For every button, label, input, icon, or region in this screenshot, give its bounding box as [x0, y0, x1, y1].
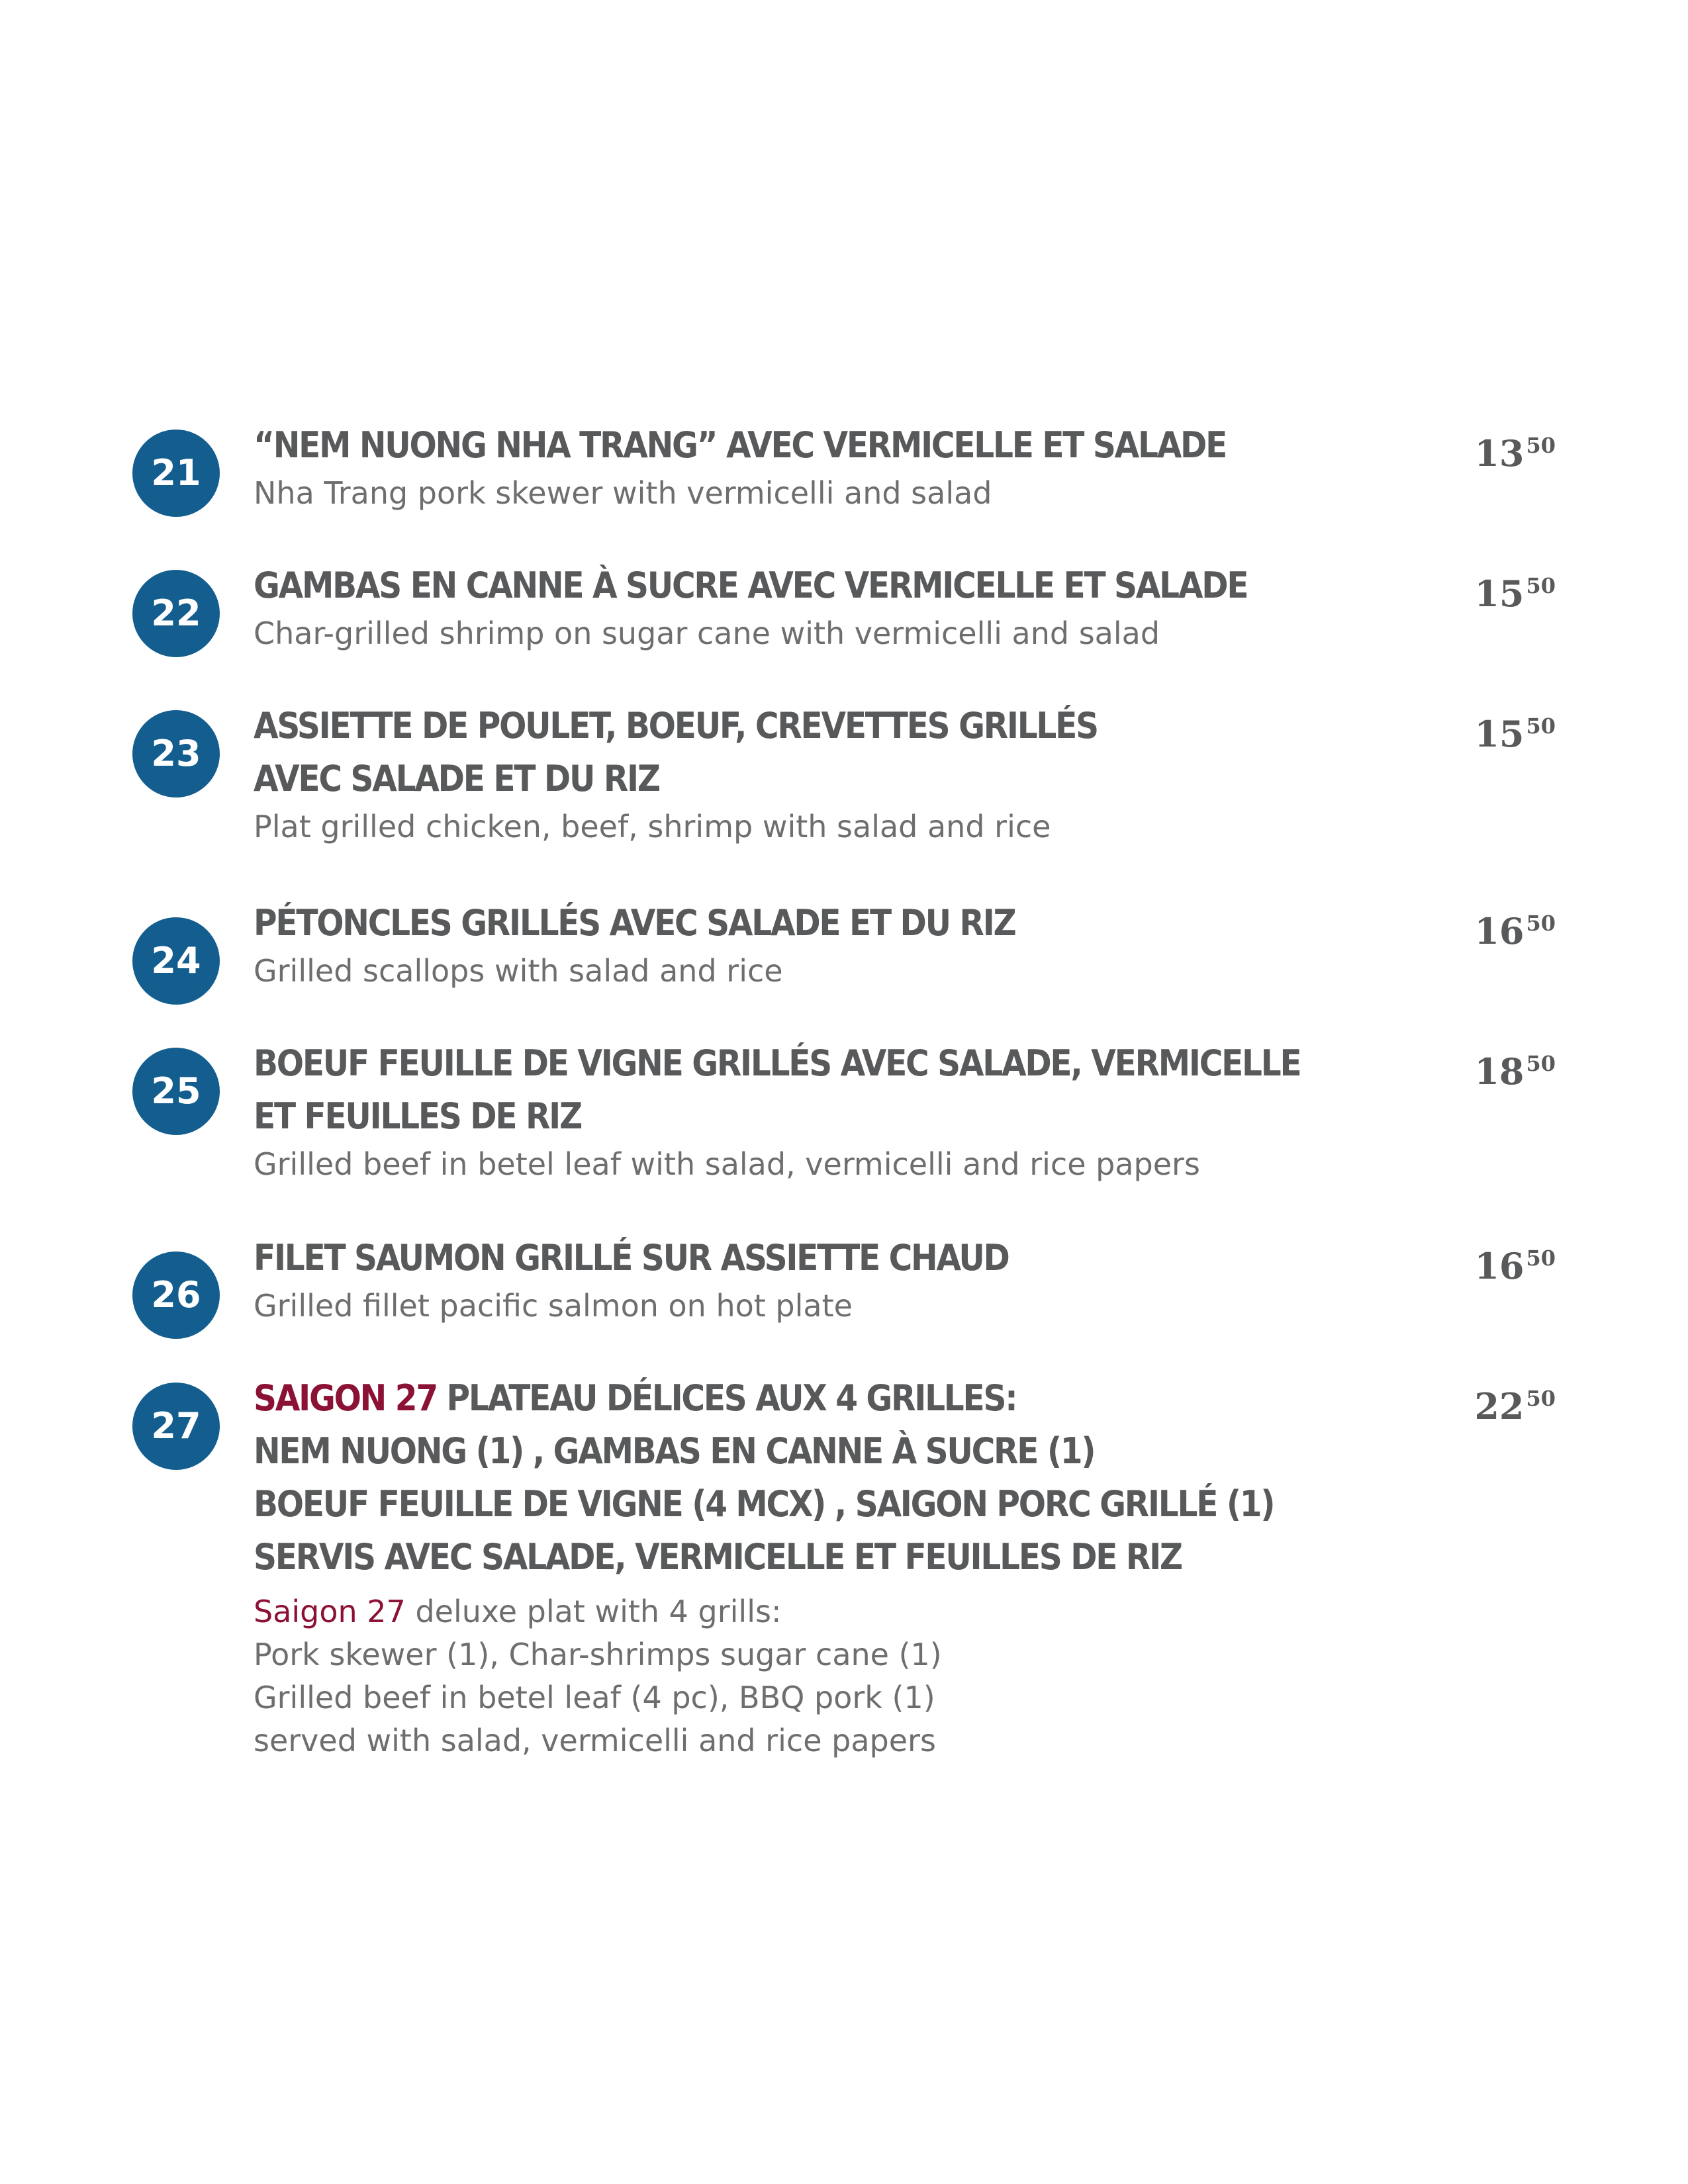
price-cents: 50: [1526, 1051, 1556, 1076]
item-content: [254, 700, 1485, 848]
item-price: [1474, 1372, 1556, 1433]
item-content: [254, 1372, 1485, 1762]
item-description: Grilled beef in betel leaf (4 pc), BBQ pork (1): [254, 1680, 935, 1715]
menu-item-22: [132, 559, 1556, 659]
item-description: Char-grilled shrimp on sugar cane with vermicelli and salad: [254, 615, 1160, 651]
price-cents: 50: [1526, 713, 1556, 739]
price-whole: 22: [1474, 1385, 1524, 1428]
menu-item-26: [132, 1232, 1556, 1331]
item-title: FILET SAUMON GRILLÉ SUR ASSIETTE CHAUD: [254, 1237, 1009, 1279]
item-number-badge: 22: [132, 570, 220, 657]
item-title: NEM NUONG (1) , GAMBAS EN CANNE À SUCRE (1): [254, 1430, 1095, 1472]
menu-item-25: [132, 1037, 1556, 1189]
item-price: [1474, 897, 1556, 958]
item-title: BOEUF FEUILLE DE VIGNE (4 MCX) , SAIGON PORC GRILLÉ (1): [254, 1483, 1274, 1525]
price-cents: 50: [1526, 911, 1556, 936]
item-content: [254, 559, 1485, 655]
brand-name: SAIGON 27: [254, 1377, 437, 1419]
price-cents: 50: [1526, 1386, 1556, 1411]
item-price: [1474, 419, 1556, 480]
item-price: [1474, 700, 1556, 760]
item-price: [1474, 559, 1556, 620]
description-rest: deluxe plat with 4 grills:: [405, 1594, 782, 1629]
item-content: [254, 419, 1485, 514]
price-whole: 16: [1474, 1245, 1524, 1287]
item-description: Grilled fillet pacific salmon on hot plate: [254, 1288, 853, 1324]
item-title: GAMBAS EN CANNE À SUCRE AVEC VERMICELLE ET SALADE: [254, 565, 1248, 606]
item-title: ASSIETTE DE POULET, BOEUF, CREVETTES GRILLÉS: [254, 705, 1098, 747]
price-whole: 16: [1474, 910, 1524, 952]
item-number-badge: 21: [132, 430, 220, 517]
item-description: Grilled scallops with salad and rice: [254, 953, 783, 989]
price-whole: 13: [1474, 432, 1524, 475]
menu-item-24: [132, 897, 1556, 996]
item-number-badge: 23: [132, 710, 220, 797]
brand-name: Saigon 27: [254, 1594, 406, 1629]
price-whole: 15: [1474, 713, 1524, 755]
item-number-badge: 26: [132, 1251, 220, 1339]
item-title: [254, 1372, 1362, 1425]
item-description: Grilled beef in betel leaf with salad, vermicelli and rice papers: [254, 1146, 1200, 1182]
item-title: SERVIS AVEC SALADE, VERMICELLE ET FEUILLES DE RIZ: [254, 1536, 1182, 1578]
item-content: [254, 1232, 1485, 1327]
item-title: AVEC SALADE ET DU RIZ: [254, 758, 659, 799]
price-cents: 50: [1526, 1246, 1556, 1271]
price-cents: 50: [1526, 433, 1556, 458]
item-number-badge: 24: [132, 917, 220, 1005]
item-price: [1474, 1037, 1556, 1098]
title-rest: PLATEAU DÉLICES AUX 4 GRILLES:: [436, 1377, 1017, 1419]
item-description: Plat grilled chicken, beef, shrimp with salad and rice: [254, 809, 1051, 844]
menu-item-21: [132, 419, 1556, 518]
price-cents: 50: [1526, 573, 1556, 598]
item-description: served with salad, vermicelli and rice papers: [254, 1723, 936, 1758]
item-number-badge: 27: [132, 1383, 220, 1470]
item-description: Nha Trang pork skewer with vermicelli and salad: [254, 475, 992, 511]
item-title: “NEM NUONG NHA TRANG” AVEC VERMICELLE ET SALADE: [254, 424, 1227, 466]
item-title: PÉTONCLES GRILLÉS AVEC SALADE ET DU RIZ: [254, 902, 1015, 944]
item-price: [1474, 1232, 1556, 1293]
item-description: Pork skewer (1), Char-shrimps sugar cane (1): [254, 1637, 942, 1672]
item-description: [254, 1590, 1485, 1633]
item-content: [254, 1037, 1485, 1185]
menu-item-27: [132, 1372, 1556, 1769]
item-number-badge: 25: [132, 1048, 220, 1135]
item-title: BOEUF FEUILLE DE VIGNE GRILLÉS AVEC SALADE, VERMICELLE: [254, 1042, 1301, 1084]
item-content: [254, 897, 1485, 992]
menu-item-23: [132, 700, 1556, 852]
price-whole: 15: [1474, 572, 1524, 615]
item-title: ET FEUILLES DE RIZ: [254, 1095, 581, 1137]
price-whole: 18: [1474, 1050, 1524, 1093]
